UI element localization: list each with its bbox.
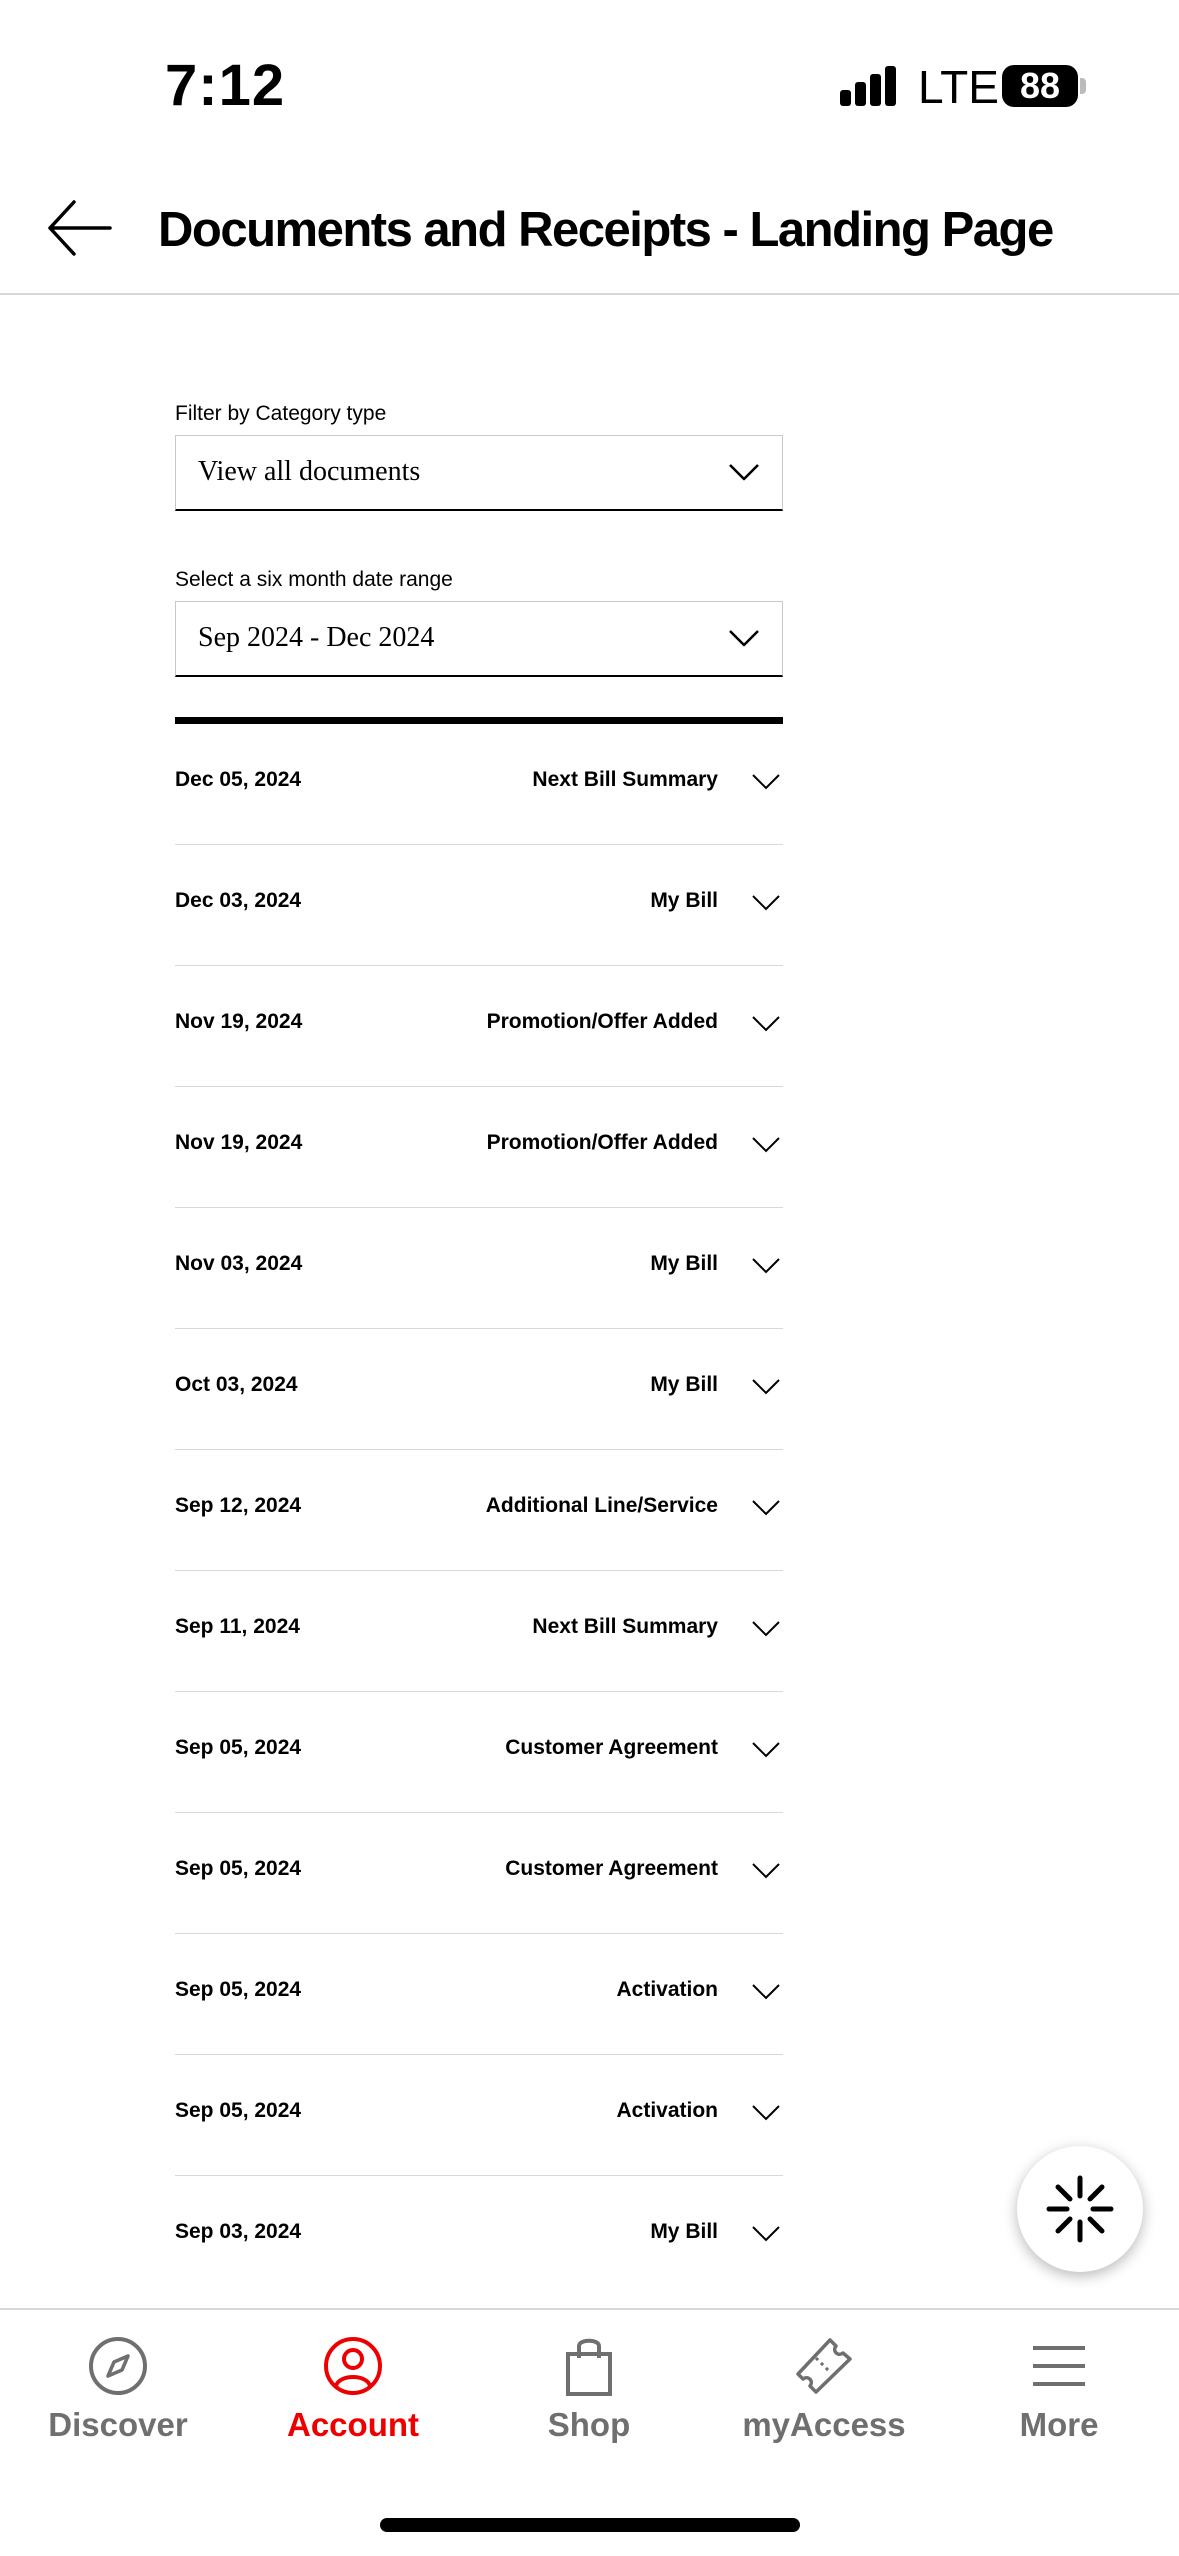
- document-date: Sep 03, 2024: [175, 2220, 302, 2243]
- chevron-down-icon[interactable]: [751, 1378, 781, 1396]
- back-button[interactable]: [40, 188, 120, 268]
- chevron-down-icon[interactable]: [751, 1983, 781, 2001]
- battery-icon: 88: [1002, 65, 1078, 107]
- nav-myaccess[interactable]: [714, 2310, 934, 2470]
- chevron-down-icon[interactable]: [751, 1499, 781, 1517]
- document-type: Promotion/Offer Added: [486, 1010, 718, 1033]
- document-type: My Bill: [650, 889, 718, 912]
- document-row[interactable]: [175, 1329, 783, 1450]
- chevron-down-icon[interactable]: [751, 2104, 781, 2122]
- user-circle-icon: [323, 2334, 383, 2398]
- signal-strength-icon: [840, 66, 898, 106]
- document-date: Nov 03, 2024: [175, 1252, 303, 1275]
- document-row[interactable]: [175, 1813, 783, 1934]
- list-header-rule: [175, 717, 783, 724]
- chevron-down-icon: [728, 628, 760, 648]
- compass-icon: [88, 2334, 148, 2398]
- document-type: Customer Agreement: [505, 1736, 718, 1759]
- page-title: Documents and Receipts - Landing Page: [158, 203, 1053, 257]
- assistant-button[interactable]: [1017, 2146, 1143, 2272]
- document-date: Nov 19, 2024: [175, 1010, 303, 1033]
- document-row[interactable]: [175, 2055, 783, 2176]
- document-row[interactable]: [175, 1087, 783, 1208]
- document-row[interactable]: [175, 966, 783, 1087]
- chevron-down-icon[interactable]: [751, 1862, 781, 1880]
- chevron-down-icon[interactable]: [751, 894, 781, 912]
- page-header: [0, 170, 1179, 295]
- nav-label: More: [1019, 2406, 1099, 2443]
- chevron-down-icon[interactable]: [751, 1620, 781, 1638]
- document-row[interactable]: [175, 2176, 783, 2297]
- document-date: Dec 05, 2024: [175, 768, 302, 791]
- document-type: Additional Line/Service: [485, 1494, 718, 1517]
- document-type: Next Bill Summary: [532, 768, 718, 791]
- chevron-down-icon[interactable]: [751, 1257, 781, 1275]
- nav-label: Discover: [48, 2406, 188, 2443]
- nav-discover[interactable]: [8, 2310, 228, 2470]
- chevron-down-icon[interactable]: [751, 1741, 781, 1759]
- chevron-down-icon[interactable]: [751, 2225, 781, 2243]
- document-type: Next Bill Summary: [532, 1615, 718, 1638]
- document-date: Sep 05, 2024: [175, 1857, 302, 1880]
- category-filter-select[interactable]: [175, 435, 783, 511]
- document-date: Nov 19, 2024: [175, 1131, 303, 1154]
- nav-label: myAccess: [742, 2406, 906, 2443]
- document-date: Dec 03, 2024: [175, 889, 302, 912]
- shopping-bag-icon: [559, 2334, 619, 2398]
- document-date: Sep 05, 2024: [175, 1978, 302, 2001]
- date-range-select[interactable]: [175, 601, 783, 677]
- chevron-down-icon[interactable]: [751, 1015, 781, 1033]
- document-type: My Bill: [650, 1373, 718, 1396]
- chevron-down-icon[interactable]: [751, 1136, 781, 1154]
- category-filter-label: Filter by Category type: [175, 402, 387, 425]
- date-range-label: Select a six month date range: [175, 568, 453, 591]
- document-row[interactable]: [175, 1692, 783, 1813]
- document-type: My Bill: [650, 2220, 718, 2243]
- document-row[interactable]: [175, 1571, 783, 1692]
- date-range-value: Sep 2024 - Dec 2024: [198, 622, 435, 653]
- document-type: My Bill: [650, 1252, 718, 1275]
- document-date: Sep 11, 2024: [175, 1615, 300, 1638]
- status-time: 7:12: [165, 53, 286, 118]
- document-type: Customer Agreement: [505, 1857, 718, 1880]
- status-bar: [0, 0, 1179, 170]
- document-date: Sep 05, 2024: [175, 1736, 302, 1759]
- document-row[interactable]: [175, 724, 783, 845]
- chevron-down-icon[interactable]: [751, 773, 781, 791]
- document-list: [175, 724, 783, 2297]
- nav-account[interactable]: [243, 2310, 463, 2470]
- nav-label: Account: [287, 2406, 419, 2443]
- network-type: LTE: [918, 61, 999, 113]
- nav-shop[interactable]: [479, 2310, 699, 2470]
- document-date: Sep 12, 2024: [175, 1494, 302, 1517]
- document-row[interactable]: [175, 845, 783, 966]
- chevron-down-icon: [728, 462, 760, 482]
- assistant-spark-icon: [1045, 2174, 1115, 2244]
- arrow-left-icon: [40, 188, 120, 268]
- document-date: Sep 05, 2024: [175, 2099, 302, 2122]
- document-row[interactable]: [175, 1450, 783, 1571]
- category-filter-value: View all documents: [198, 456, 421, 487]
- document-row[interactable]: [175, 1934, 783, 2055]
- menu-icon: [1029, 2334, 1089, 2398]
- document-date: Oct 03, 2024: [175, 1373, 298, 1396]
- document-type: Activation: [616, 1978, 718, 2001]
- ticket-icon: [794, 2334, 854, 2398]
- document-row[interactable]: [175, 1208, 783, 1329]
- nav-label: Shop: [547, 2406, 631, 2443]
- home-indicator[interactable]: [380, 2518, 800, 2532]
- document-type: Activation: [616, 2099, 718, 2122]
- document-type: Promotion/Offer Added: [486, 1131, 718, 1154]
- nav-more[interactable]: [949, 2310, 1169, 2470]
- battery-tip: [1080, 78, 1086, 94]
